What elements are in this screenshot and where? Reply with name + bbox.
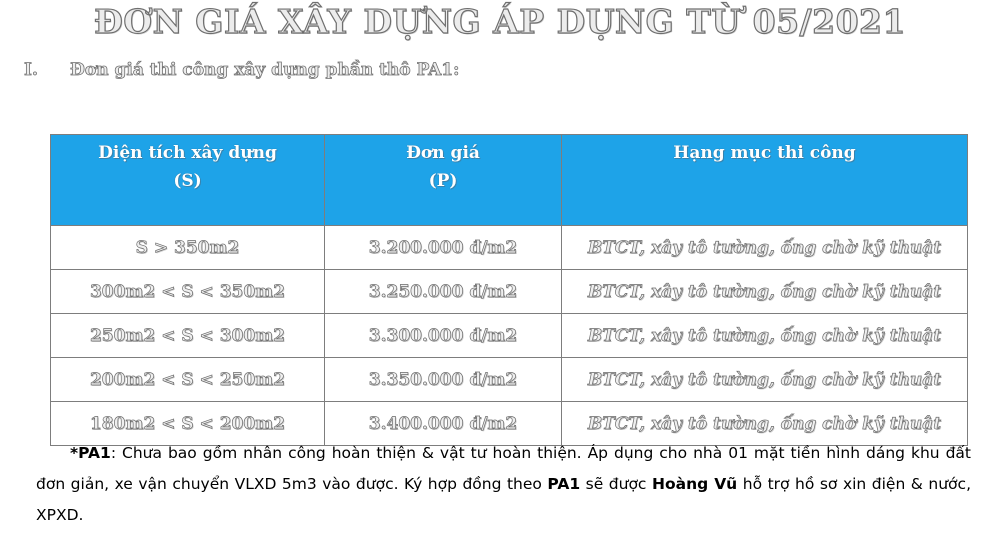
note-lead: *PA1 [70, 444, 111, 462]
cell-price: 3.400.000 đ/m2 [325, 402, 562, 446]
cell-price: 3.350.000 đ/m2 [325, 358, 562, 402]
section-number: I. [24, 60, 38, 80]
cell-area: 300m2 < S < 350m2 [51, 270, 325, 314]
cell-price: 3.250.000 đ/m2 [325, 270, 562, 314]
header-price-label: Đơn giá [406, 143, 480, 163]
note-text-3: hỗ trợ hồ sơ xin điện & nước, XPXD. [36, 475, 971, 524]
table-header-row [51, 135, 968, 226]
header-area-symbol: (S) [173, 171, 202, 191]
price-table [50, 134, 968, 446]
cell-scope: BTCT, xây tô tường, ống chờ kỹ thuật [562, 358, 968, 402]
note-bold-company: Hoàng Vũ [651, 475, 738, 493]
cell-area: 200m2 < S < 250m2 [51, 358, 325, 402]
table-row [51, 358, 968, 402]
note-text-2: sẽ được [580, 475, 652, 493]
header-scope [562, 135, 968, 226]
header-price-symbol: (P) [428, 171, 458, 191]
table-row [51, 270, 968, 314]
cell-price: 3.300.000 đ/m2 [325, 314, 562, 358]
section-heading-text: Đơn giá thi công xây dựng phần thô PA1: [70, 60, 460, 80]
cell-area: S > 350m2 [51, 226, 325, 270]
page-title: ĐƠN GIÁ XÂY DỰNG ÁP DỤNG TỪ 05/2021 [94, 2, 906, 41]
header-price [325, 135, 562, 226]
table-row [51, 226, 968, 270]
pa1-note [36, 438, 971, 531]
note-bold-pa1: PA1 [547, 475, 581, 493]
cell-scope: BTCT, xây tô tường, ống chờ kỹ thuật [562, 226, 968, 270]
table-row [51, 314, 968, 358]
header-scope-label: Hạng mục thi công [673, 143, 856, 163]
cell-area: 250m2 < S < 300m2 [51, 314, 325, 358]
header-area-label: Diện tích xây dựng [98, 143, 277, 163]
cell-scope: BTCT, xây tô tường, ống chờ kỹ thuật [562, 314, 968, 358]
cell-scope: BTCT, xây tô tường, ống chờ kỹ thuật [562, 270, 968, 314]
note-text-1: : Chưa bao gồm nhân công hoàn thiện & vật tư hoàn thiện. Áp dụng cho nhà 01 mặt tiền hình dáng khu đất đơn giản, xe vận chuyển VLXD 5m3 vào được. Ký hợp đồng theo [36, 444, 971, 493]
cell-price: 3.200.000 đ/m2 [325, 226, 562, 270]
section-heading [24, 60, 459, 80]
header-area [51, 135, 325, 226]
cell-scope: BTCT, xây tô tường, ống chờ kỹ thuật [562, 402, 968, 446]
cell-area: 180m2 < S < 200m2 [51, 402, 325, 446]
